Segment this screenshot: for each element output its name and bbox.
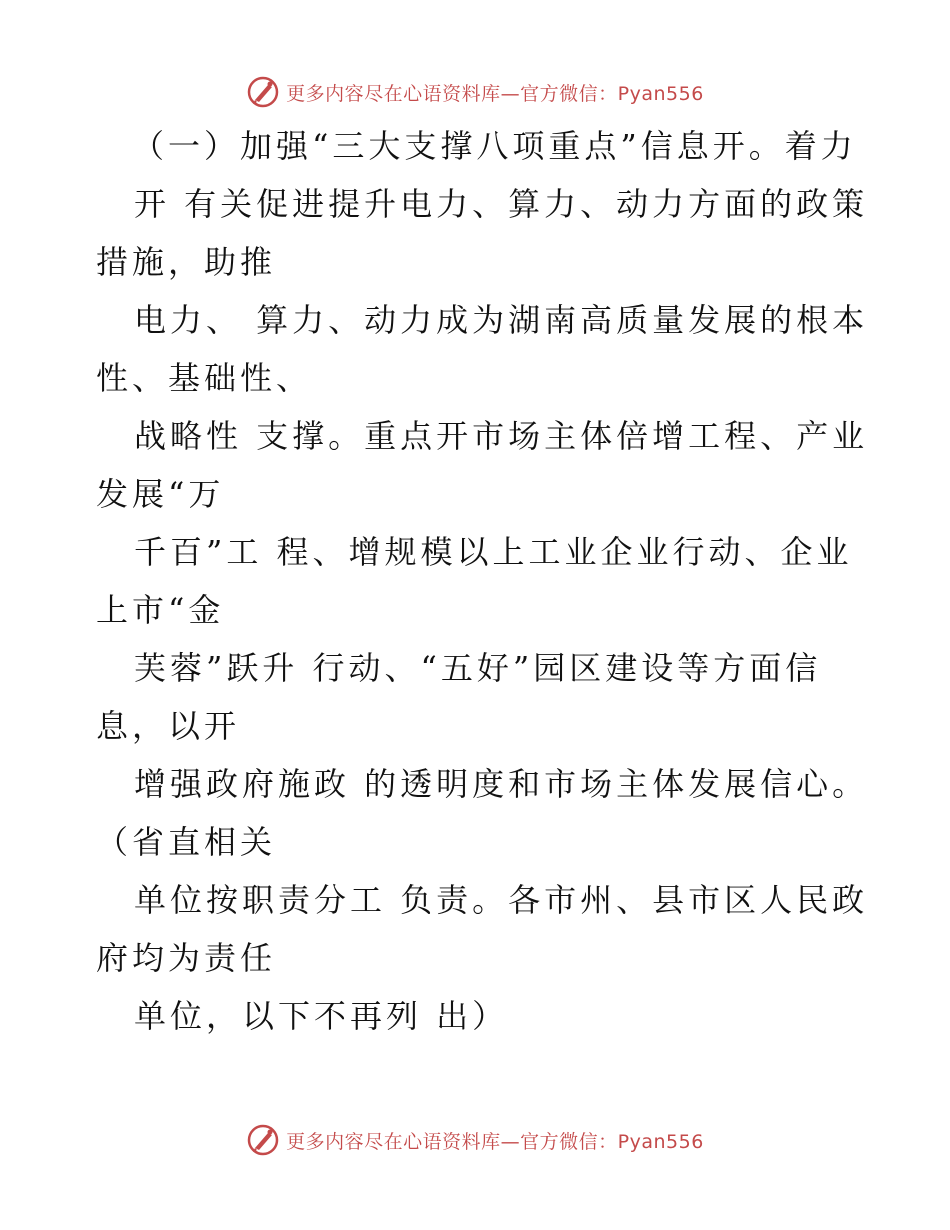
header-watermark-banner — [0, 72, 950, 112]
quill-logo-icon — [246, 75, 280, 109]
text-line: 开 有关促进提升电力、算力、动力方面的政策 — [134, 185, 869, 223]
quill-logo-icon — [246, 1123, 280, 1157]
footer-banner-dash: — — [500, 1130, 521, 1153]
text-line: 千百”工 程、增规模以上工业企业行动、企业 — [134, 533, 853, 571]
text-line: 芙蓉”跃升 行动、“五好”园区建设等方面信 — [134, 649, 822, 687]
text-line: 战略性 支撑。重点开市场主体倍增工程、产业 — [134, 417, 869, 455]
header-banner-main: 更多内容尽在心语资料库 — [286, 82, 501, 105]
footer-banner-main: 更多内容尽在心语资料库 — [286, 1130, 501, 1153]
text-line: 上市“金 — [96, 591, 225, 629]
header-banner-dash: — — [500, 82, 521, 105]
text-line: 发展“万 — [96, 475, 225, 513]
text-line: 措施，助推 — [96, 243, 277, 281]
text-line: 电力、 算力、动力成为湖南高质量发展的根本 — [134, 301, 869, 339]
footer-banner-tail: 官方微信：Pyan556 — [520, 1130, 704, 1153]
text-line: 单位，以下不再列 出） — [134, 997, 509, 1035]
text-line: 单位按职责分工 负责。各市州、县市区人民政 — [134, 881, 869, 919]
text-line: （省直相关 — [96, 823, 277, 861]
footer-banner-text — [286, 1127, 704, 1154]
header-banner-tail: 官方微信：Pyan556 — [520, 82, 704, 105]
text-line: 性、基础性、 — [96, 359, 313, 397]
footer-watermark-banner — [0, 1120, 950, 1160]
text-line: （一）加强“三大支撑八项重点”信息开。着力 — [132, 127, 857, 165]
text-line: 息，以开 — [96, 707, 241, 745]
text-line: 府均为责任 — [96, 939, 277, 977]
header-banner-text — [286, 79, 704, 106]
text-line: 增强政府施政 的透明度和市场主体发展信心。 — [134, 765, 869, 803]
